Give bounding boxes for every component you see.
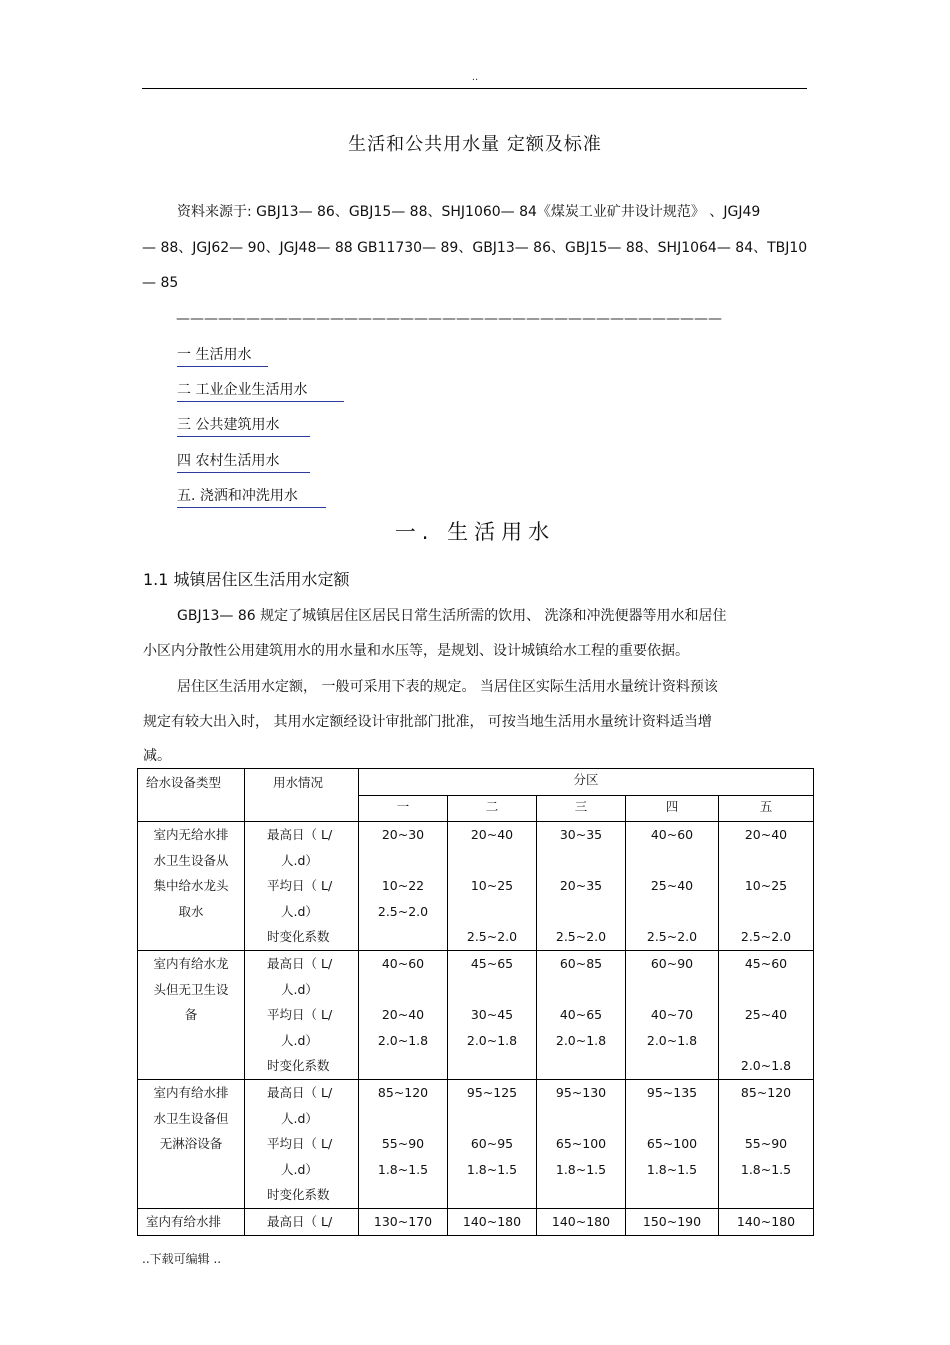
- toc-link-domestic[interactable]: 一 生活用水: [177, 344, 268, 367]
- table-row: [138, 1079, 814, 1208]
- table-row: [138, 950, 814, 1079]
- subsection-heading: 1.1 城镇居住区生活用水定额: [143, 570, 350, 589]
- zone-header: 三: [537, 795, 626, 822]
- value-cell: 150~190: [626, 1208, 719, 1235]
- toc-link-rural[interactable]: 四 农村生活用水: [177, 450, 310, 473]
- value-cell: 20~30 10~22 2.5~2.0: [359, 822, 448, 951]
- equipment-type-cell: 室内有给水排: [138, 1208, 245, 1235]
- equipment-type-cell: 室内有给水龙 头但无卫生设 备: [138, 950, 245, 1079]
- value-cell: 40~60 25~40 2.5~2.0: [626, 822, 719, 951]
- usage-cell: 最高日（ L/: [245, 1208, 359, 1235]
- equipment-type-cell: 室内有给水排 水卫生设备但 无淋浴设备: [138, 1079, 245, 1208]
- value-cell: 95~135 65~100 1.8~1.5: [626, 1079, 719, 1208]
- water-quota-table: [137, 768, 814, 1236]
- usage-cell: 最高日（ L/ 人.d） 平均日（ L/ 人.d） 时变化系数: [245, 1079, 359, 1208]
- value-cell: 60~90 40~70 2.0~1.8: [626, 950, 719, 1079]
- source-line-1: 资料来源于: GBJ13— 86、GBJ15— 88、SHJ1060— 84《煤炭工业矿井设计规范》 、JGJ49: [177, 204, 761, 220]
- value-cell: 60~85 40~65 2.0~1.8: [537, 950, 626, 1079]
- header-usage: 用水情况: [245, 769, 359, 822]
- value-cell: 140~180: [448, 1208, 537, 1235]
- header-equipment-type: 给水设备类型: [138, 769, 245, 822]
- source-line-3: — 85: [142, 275, 179, 291]
- usage-cell: 最高日（ L/ 人.d） 平均日（ L/ 人.d） 时变化系数: [245, 822, 359, 951]
- zone-header: 五: [719, 795, 814, 822]
- source-line-2: — 88、JGJ62— 90、JGJ48— 88 GB11730— 89、GBJ13— 86、GBJ15— 88、SHJ1064— 84、TBJ10: [142, 240, 808, 256]
- value-cell: 30~35 20~35 2.5~2.0: [537, 822, 626, 951]
- value-cell: 20~40 10~25 2.5~2.0: [448, 822, 537, 951]
- paragraph-line: GBJ13— 86 规定了城镇居住区居民日常生活所需的饮用、 洗涤和冲洗便器等用水和居住: [177, 608, 727, 624]
- value-cell: 130~170: [359, 1208, 448, 1235]
- paragraph-line: 减。: [143, 748, 171, 764]
- section-heading: 一. 生活用水: [394, 520, 556, 544]
- header-zone: 分区: [359, 769, 814, 796]
- value-cell: 95~130 65~100 1.8~1.5: [537, 1079, 626, 1208]
- paragraph-line: 规定有较大出入时， 其用水定额经设计审批部门批准， 可按当地生活用水量统计资料适当增: [143, 714, 712, 730]
- value-cell: 85~120 55~90 1.8~1.5: [719, 1079, 814, 1208]
- table-row: [138, 822, 814, 951]
- toc-link-washing[interactable]: 五. 浇洒和冲洗用水: [177, 485, 326, 508]
- page-title: 生活和公共用水量 定额及标准: [348, 134, 602, 155]
- zone-header: 二: [448, 795, 537, 822]
- value-cell: 140~180: [537, 1208, 626, 1235]
- value-cell: 95~125 60~95 1.8~1.5: [448, 1079, 537, 1208]
- value-cell: 140~180: [719, 1208, 814, 1235]
- zone-header: 一: [359, 795, 448, 822]
- value-cell: 45~65 30~45 2.0~1.8: [448, 950, 537, 1079]
- divider: ———————————————————————————————————————: [176, 311, 722, 327]
- header-rule: [142, 88, 807, 89]
- header-dots: ..: [471, 72, 479, 83]
- footer-note: ..下载可编辑 ..: [142, 1252, 222, 1266]
- paragraph-line: 小区内分散性公用建筑用水的用水量和水压等，是规划、设计城镇给水工程的重要依据。: [143, 643, 689, 659]
- toc-link-public[interactable]: 三 公共建筑用水: [177, 414, 310, 437]
- equipment-type-cell: 室内无给水排 水卫生设备从 集中给水龙头 取水: [138, 822, 245, 951]
- paragraph-line: 居住区生活用水定额， 一般可采用下表的规定。 当居住区实际生活用水量统计资料预该: [177, 679, 718, 695]
- zone-header: 四: [626, 795, 719, 822]
- value-cell: 20~40 10~25 2.5~2.0: [719, 822, 814, 951]
- value-cell: 45~60 25~40 2.0~1.8: [719, 950, 814, 1079]
- toc-link-industrial[interactable]: 二 工业企业生活用水: [177, 379, 344, 402]
- table-row: [138, 1208, 814, 1235]
- value-cell: 40~60 20~40 2.0~1.8: [359, 950, 448, 1079]
- usage-cell: 最高日（ L/ 人.d） 平均日（ L/ 人.d） 时变化系数: [245, 950, 359, 1079]
- value-cell: 85~120 55~90 1.8~1.5: [359, 1079, 448, 1208]
